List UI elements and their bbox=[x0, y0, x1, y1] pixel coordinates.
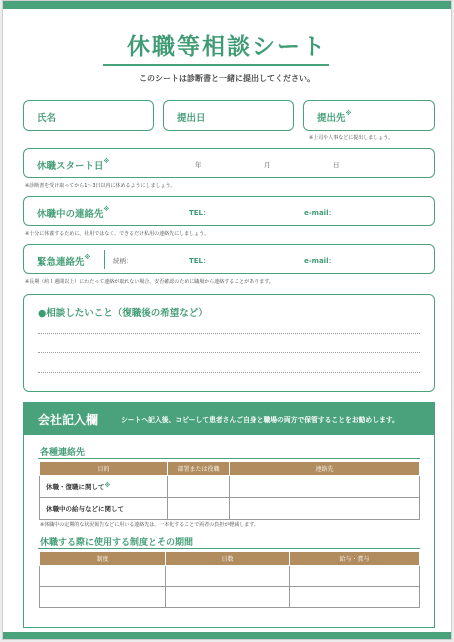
system-days-cell[interactable] bbox=[166, 587, 290, 608]
leave-start-field[interactable] bbox=[23, 148, 435, 178]
company-section bbox=[23, 402, 435, 628]
emergency-divider bbox=[104, 250, 105, 269]
leave-contact-tel-label: TEL： bbox=[189, 209, 211, 217]
emergency-contact-field[interactable] bbox=[23, 244, 435, 274]
leave-start-label: 休職スタート日※ bbox=[37, 158, 110, 172]
submit-to-note: ※上司や人事などに提出しましょう。 bbox=[309, 135, 394, 141]
contacts-contact-cell[interactable] bbox=[230, 476, 420, 498]
system-header-salary: 給与・賞与 bbox=[290, 552, 420, 566]
submit-to-field[interactable] bbox=[303, 100, 435, 131]
submit-date-field[interactable] bbox=[163, 100, 294, 131]
contacts-header-contact: 連絡先 bbox=[230, 462, 420, 476]
system-salary-cell[interactable] bbox=[290, 566, 420, 587]
contacts-department-cell[interactable] bbox=[168, 476, 230, 498]
contacts-section-title: 各種連絡先 bbox=[40, 448, 86, 458]
emergency-tel-label: TEL： bbox=[189, 257, 211, 265]
contacts-header-purpose: 目的 bbox=[40, 462, 168, 476]
table-row bbox=[40, 587, 420, 608]
system-name-cell[interactable] bbox=[40, 587, 166, 608]
system-name-cell[interactable] bbox=[40, 566, 166, 587]
submit-date-label: 提出日 bbox=[177, 113, 206, 124]
leave-contact-note: ※十分に休養するために、社用ではなく、できるだけ私用の連絡先にしましょう。 bbox=[25, 231, 210, 237]
bottom-accent-bar bbox=[3, 632, 451, 639]
system-section-title: 休職する際に使用する制度とその期間 bbox=[40, 538, 194, 548]
leave-start-note: ※診断書を受け取ってから1～3日以内に休めるようにしましょう。 bbox=[25, 183, 176, 189]
title-underline bbox=[103, 64, 329, 66]
contacts-section-underline bbox=[38, 458, 420, 459]
contacts-purpose-cell: 休職中の給与などに関して bbox=[40, 498, 168, 520]
leave-contact-field[interactable] bbox=[23, 196, 435, 226]
emergency-contact-note: ※長期（約１週間以上）にわたって連絡が取れない場合、安否確認のために職場から連絡することがあります。 bbox=[25, 279, 274, 285]
leave-contact-email-label: e-mail： bbox=[304, 209, 336, 217]
year-label: 年 bbox=[195, 161, 202, 169]
contacts-department-cell[interactable] bbox=[168, 498, 230, 520]
system-table bbox=[39, 551, 420, 608]
month-label: 月 bbox=[264, 161, 271, 169]
leave-contact-label: 休職中の連絡先※ bbox=[37, 206, 110, 220]
relation-label: 続柄： bbox=[113, 257, 133, 265]
name-label: 氏名 bbox=[37, 113, 57, 124]
system-header-name: 制度 bbox=[40, 552, 166, 566]
consultation-sheet bbox=[2, 0, 452, 640]
system-days-cell[interactable] bbox=[166, 566, 290, 587]
writing-line bbox=[38, 333, 420, 334]
system-header-days: 日数 bbox=[166, 552, 290, 566]
company-section-header bbox=[24, 403, 434, 435]
top-accent-bar bbox=[3, 1, 451, 9]
page-subtitle: このシートは診断書と一緒に提出してください。 bbox=[139, 74, 315, 83]
emergency-email-label: e-mail： bbox=[304, 257, 336, 265]
contacts-note: ※休職中の定期的な状況報告などに用いる連絡先は、一本化することで両者の負担が軽減します。 bbox=[40, 522, 259, 528]
writing-line bbox=[38, 372, 420, 373]
contacts-header-department: 部署または役職 bbox=[168, 462, 230, 476]
company-section-description: シートへ記入後、コピーして患者さんご自身と職場の両方で保管することをお勧めします。 bbox=[121, 416, 399, 424]
system-section-underline bbox=[38, 548, 420, 549]
consultation-field[interactable] bbox=[23, 294, 435, 392]
emergency-contact-label: 緊急連絡先※ bbox=[37, 254, 91, 268]
table-row bbox=[40, 566, 420, 587]
writing-line bbox=[38, 352, 420, 353]
submit-to-label: 提出先※ bbox=[317, 110, 352, 124]
contacts-table bbox=[39, 461, 420, 520]
consultation-label: ●相談したいこと（復職後の希望など） bbox=[38, 308, 208, 319]
system-salary-cell[interactable] bbox=[290, 587, 420, 608]
name-field[interactable] bbox=[23, 100, 154, 131]
page-title: 休職等相談シート bbox=[127, 34, 327, 60]
contacts-contact-cell[interactable] bbox=[230, 498, 420, 520]
day-label: 日 bbox=[333, 161, 340, 169]
company-section-title: 会社記入欄 bbox=[38, 413, 99, 427]
table-row bbox=[40, 498, 420, 520]
contacts-purpose-cell: 休職・復職に関して※ bbox=[40, 476, 168, 498]
table-row bbox=[40, 476, 420, 498]
